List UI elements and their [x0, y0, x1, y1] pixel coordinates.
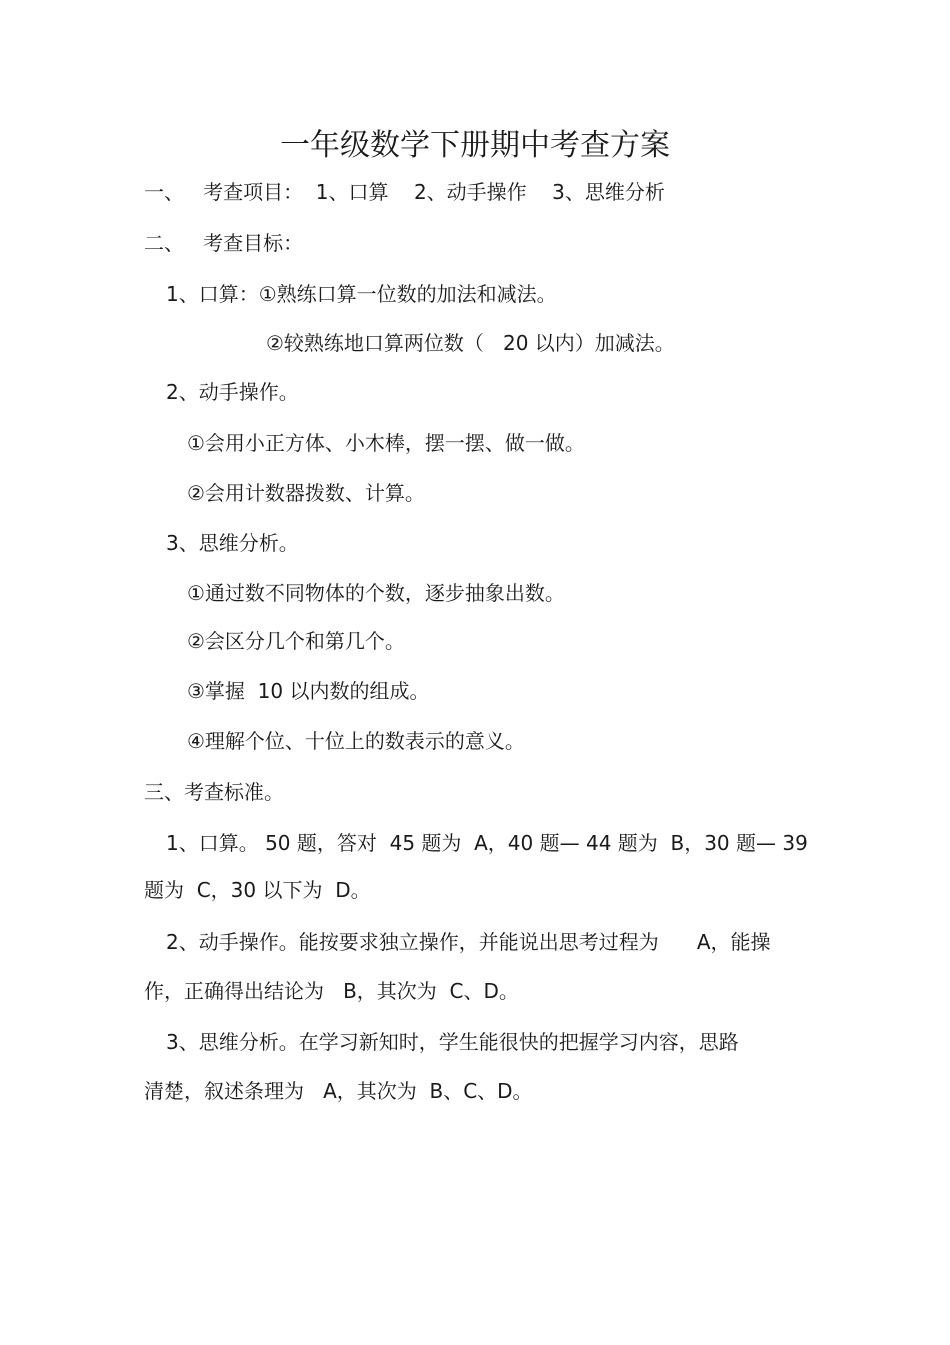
standard-3-line-2: 清楚，叙述条理为 A，其次为 B、C、D。	[144, 1079, 533, 1103]
goal-3-item-2: ②会区分几个和第几个。	[187, 629, 405, 653]
standard-2-line-2: 作，正确得出结论为 B，其次为 C、D。	[144, 979, 519, 1003]
standard-1-line: 1、口算。 50 题，答对 45 题为 A，40 题— 44 题为 B，30 题— 39	[166, 831, 808, 855]
goal-2-item-1: ①会用小正方体、小木棒，摆一摆、做一做。	[187, 431, 585, 455]
standard-3-line: 3、思维分析。在学习新知时，学生能很快的把握学习内容，思路	[166, 1030, 739, 1054]
section-2-heading: 二、 考查目标：	[144, 231, 304, 255]
goal-1-line-2: ②较熟练地口算两位数（ 20 以内）加减法。	[266, 331, 675, 355]
goal-3-item-1: ①通过数不同物体的个数，逐步抽象出数。	[187, 581, 565, 605]
standard-2-line: 2、动手操作。能按要求独立操作，并能说出思考过程为 A，能操	[166, 930, 771, 954]
goal-1-line: 1、口算：①熟练口算一位数的加法和减法。	[166, 282, 557, 306]
goal-3-line: 3、思维分析。	[166, 531, 299, 555]
goal-3-item-4: ④理解个位、十位上的数表示的意义。	[187, 729, 525, 753]
goal-2-line: 2、动手操作。	[166, 380, 299, 404]
standard-1-line-2: 题为 C，30 以下为 D。	[144, 878, 371, 902]
page-title: 一年级数学下册期中考查方案	[280, 128, 670, 163]
section-1-heading: 一、 考查项目： 1、口算 2、动手操作 3、思维分析	[144, 180, 665, 204]
section-3-heading: 三、考查标准。	[144, 780, 284, 804]
goal-3-item-3: ③掌握 10 以内数的组成。	[187, 679, 430, 703]
goal-2-item-2: ②会用计数器拨数、计算。	[187, 481, 425, 505]
